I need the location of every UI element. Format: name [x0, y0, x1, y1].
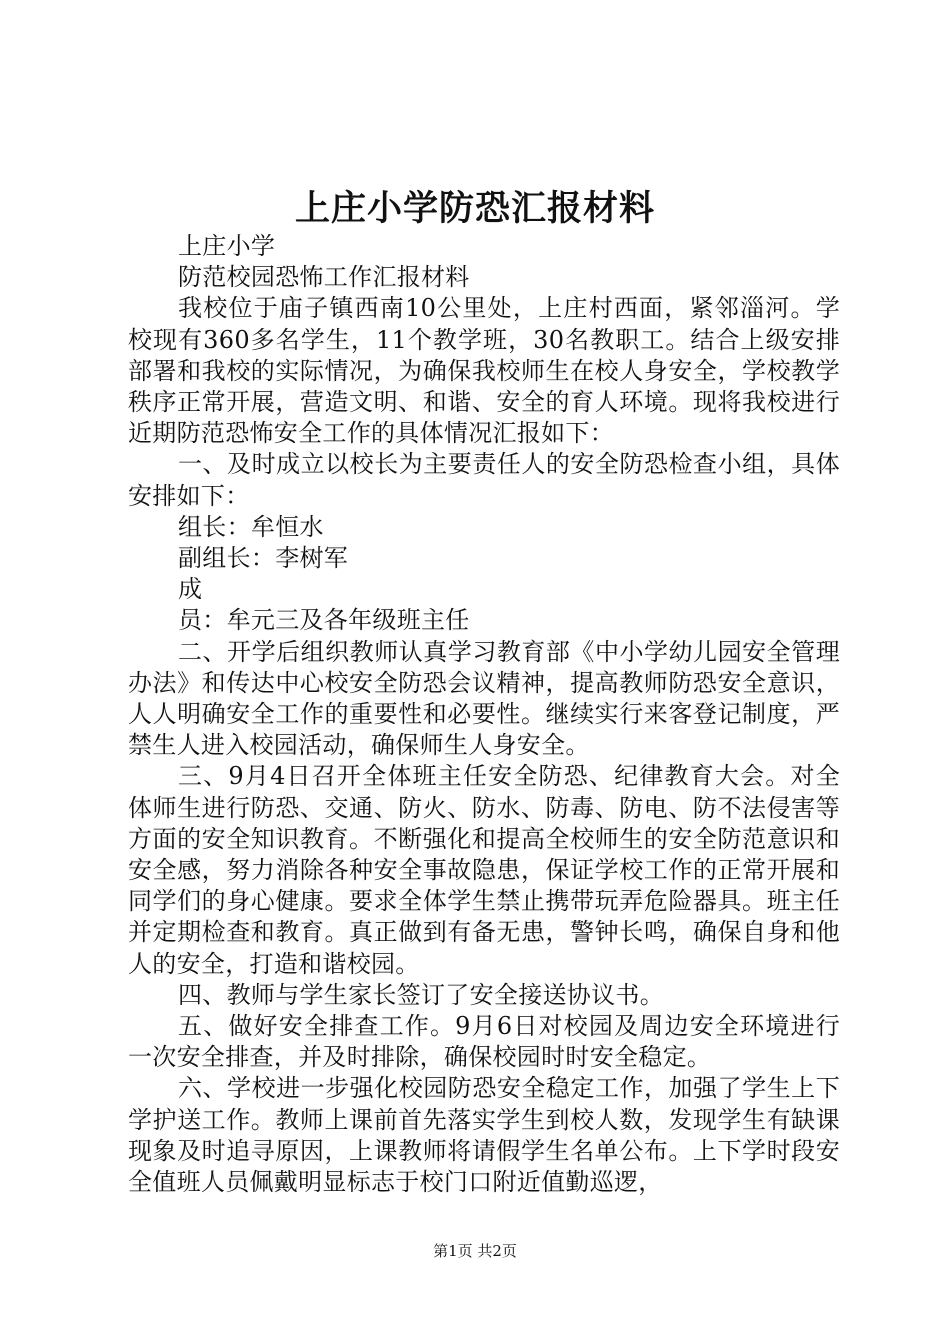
paragraph-section-6: 六、学校进一步强化校园防恐安全稳定工作，加强了学生上下学护送工作。教师上课前首先落实学生到校人数，发现学生有缺课现象及时追寻原因，上课教师将请假学生名单公布。上下学时段安全值班人员佩戴明显标志于校门口附近值勤巡逻， — [128, 1074, 840, 1197]
document-title: 上庄小学防恐汇报材料 — [294, 189, 655, 229]
paragraph-members: 员：牟元三及各年级班主任 — [178, 606, 470, 635]
paragraph-section-3: 三、9月4日召开全体班主任安全防恐、纪律教育大会。对全体师生进行防恐、交通、防火、防水、防毒、防电、防不法侵害等方面的安全知识教育。不断强化和提高全校师生的安全防范意识和安全感，努力消除各种安全事故隐患，保证学校工作的正常开展和同学们的身心健康。要求全体学生禁止携带玩弄危险器具。班主任并定期检查和教育。真正做到有备无患，警钟长鸣，确保自身和他人的安全，打造和谐校园。 — [128, 762, 840, 978]
document-body — [128, 231, 840, 1198]
paragraph-section-2: 二、开学后组织教师认真学习教育部《中小学幼儿园安全管理办法》和传达中心校安全防恐会议精神，提高教师防恐安全意识，人人明确安全工作的重要性和必要性。继续实行来客登记制度，严禁生人进入校园活动，确保师生人身安全。 — [128, 637, 840, 760]
paragraph-section-1: 一、及时成立以校长为主要责任人的安全防恐检查小组，具体安排如下： — [128, 450, 840, 510]
paragraph-subtitle: 防范校园恐怖工作汇报材料 — [178, 263, 470, 292]
page-number-footer: 第1页 共2页 — [433, 1242, 517, 1260]
paragraph-section-5: 五、做好安全排查工作。9月6日对校园及周边安全环境进行一次安全排查，并及时排除，确保校园时时安全稳定。 — [128, 1012, 840, 1072]
paragraph-members-prefix: 成 — [178, 575, 203, 604]
paragraph-deputy-leader: 副组长：李树军 — [178, 544, 349, 573]
paragraph-group-leader: 组长：牟恒水 — [178, 512, 324, 541]
paragraph-intro: 我校位于庙子镇西南10公里处，上庄村西面，紧邻淄河。学校现有360多名学生，11个教学班，30名教职工。结合上级安排部署和我校的实际情况，为确保我校师生在校人身安全，学校教学秩序正常开展，营造文明、和谐、安全的育人环境。现将我校进行近期防范恐怖安全工作的具体情况汇报如下： — [128, 294, 840, 448]
paragraph-school-name: 上庄小学 — [178, 232, 276, 260]
paragraph-section-4: 四、教师与学生家长签订了安全接送协议书。 — [178, 980, 664, 1009]
